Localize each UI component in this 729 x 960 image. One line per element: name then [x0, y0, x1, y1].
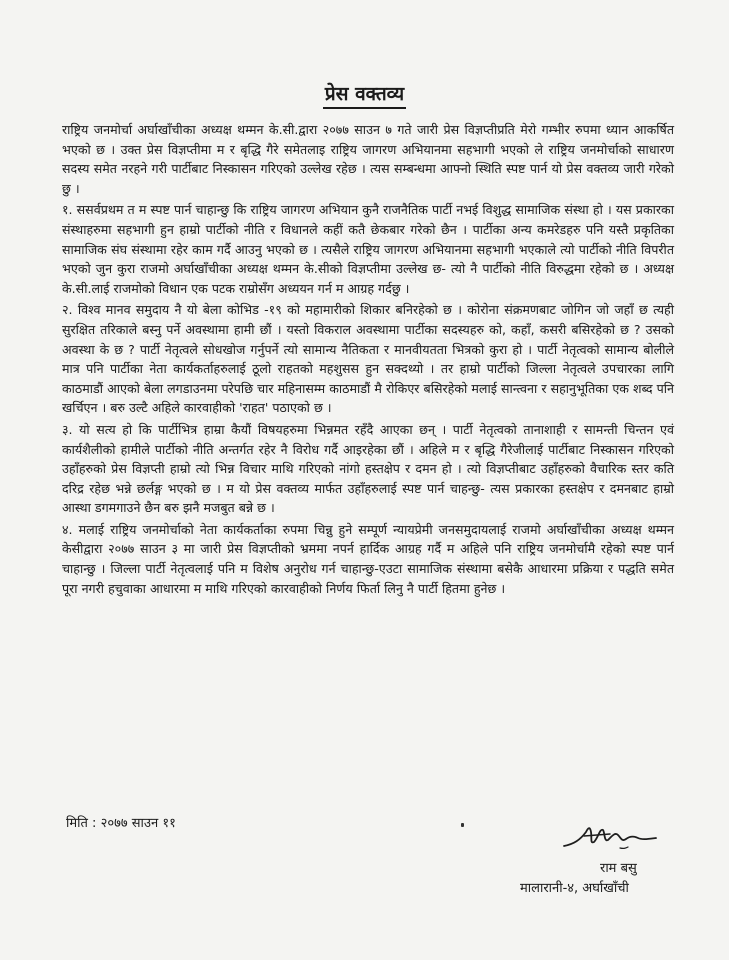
- document-title: [0, 80, 729, 106]
- paragraph-point-4: ४. मलाई राष्ट्रिय जनमोर्चाको नेता कार्यकर्ताका रुपमा चिन्नु हुने सम्पूर्ण न्यायप्रेमी जनसमुदायलाई राजमो अर्घाखाँचीका अध्यक्ष थम्मन केसीद्वारा २०७७ साउन ३ मा जारी प्रेस विज्ञप्तीको भ्रममा नपर्न हार्दिक आग्रह गर्दै म अहिले पनि राष्ट्रिय जनमोर्चामै रहेको स्पष्ट पार्न चाहान्छु । जिल्ला पार्टी नेतृत्वलाई पनि म विशेष अनुरोध गर्न चाहान्छु-एउटा सामाजिक संस्थामा बसेकै आधारमा प्रक्रिया र पद्धति समेत पूरा नगरी हचुवाका आधारमा म माथि गरिएको कारवाहीको निर्णय फिर्ता लिनु नै पार्टी हितमा हुनेछ ।: [62, 521, 674, 596]
- paragraph-point-1: १. ससर्वप्रथम त म स्पष्ट पार्न चाहान्छु कि राष्ट्रिय जागरण अभियान कुनै राजनैतिक पार्टी नभई विशुद्ध सामाजिक संस्था हो । यस प्रकारका संस्थाहरुमा सहभागी हुन हाम्रो पार्टीको नीति र विधानले कहीं कतै छेकबार गरेको छैन । पार्टीका अन्य कमरेडहरु पनि यस्तै प्रकृतिका सामाजिक संघ संस्थामा रहेर काम गर्दै आउनु भएको छ । त्यसैले राष्ट्रिय जागरण अभियानमा सहभागी भएकाले त्यो पार्टीको नीति विपरीत भएको जुन कुरा राजमो अर्घाखाँचीका अध्यक्ष थम्मन के.सीको विज्ञप्तीमा उल्लेख छ- त्यो नै पार्टीको नीति विरुद्धमा रहेको छ । अध्यक्ष के.सी.लाई राजमोको विधान एक पटक राम्रोसँग अध्ययन गर्न म आग्रह गर्दछु ।: [62, 202, 674, 296]
- paragraph-point-2: २. विश्व मानव समुदाय नै यो बेला कोभिड -१९ को महामारीको शिकार बनिरहेको छ । कोरोना संक्रमणबाट जोगिन जो जहाँ छ त्यही सुरक्षित तरिकाले बस्नु पर्ने अवस्थामा हामी छौं । यस्तो विकराल अवस्थामा पार्टीका सदस्यहरु को, कहाँ, कसरी बसिरहेको छ ? उसको अवस्था के छ ? पार्टी नेतृत्वले सोधखोज गर्नुपर्ने त्यो सामान्य नैतिकता र मानवीयतता भित्रको कुरा हो । पार्टी नेतृत्वको सामान्य बोलीले मात्र पनि पार्टीका नेता कार्यकर्ताहरुलाई ठूलो राहतको महशुसस हुन सक्दथ्यो । तर हाम्रो पार्टीको जिल्ला नेतृत्वले उपचारका लागि काठमाडौं आएको बेला लगडाउनमा परेपछि चार महिनासम्म काठमाडौं मै रोकिएर बसिरहेको मलाई सान्त्वना र सहानुभूतिका एक शब्द पनि खर्चिएन । बरु उल्टै अहिले कारवाहीको 'राहत' पठाएको छ ।: [62, 302, 674, 416]
- paragraph-point-3: ३. यो सत्य हो कि पार्टीभित्र हाम्रा कैयौं विषयहरुमा भिन्नमत रहँदै आएका छन् । पार्टी नेतृत्वको तानाशाही र सामन्ती चिन्तन एवं कार्यशैलीको हामीले पार्टीको नीति अन्तर्गत रहेर नै विरोध गर्दै आइरहेका छौं । अहिले म र बृद्धि गैरेजीलाई पार्टीबाट निस्कासन गरिएको उहाँहरुको प्रेस विज्ञप्ती हाम्रो त्यो भिन्न विचार माथि गरिएको नांगो हस्तक्षेप र दमन हो । त्यो विज्ञप्तीबाट उहाँहरुको वैचारिक स्तर कति दरिद्र रहेछ भन्ने छर्लङ्ग भएको छ । म यो प्रेस वक्तव्य मार्फत उहाँहरुलाई स्पष्ट पार्न चाहन्छु- त्यस प्रकारका हस्तक्षेप र दमनबाट हाम्रो आस्था डगमगाउने छैन बरु झनै मजबुत बन्ने छ ।: [62, 421, 674, 516]
- date-line: मिति : २०७७ साउन ११: [66, 816, 176, 831]
- signer-name: राम बसु: [600, 861, 637, 876]
- signer-address: मालारानी-४, अर्घाखाँची: [520, 881, 629, 896]
- document-body: [62, 120, 674, 598]
- paragraph-intro: राष्ट्रिय जनमोर्चा अर्घाखाँचीका अध्यक्ष थम्मन के.सी.द्वारा २०७७ साउन ७ गते जारी प्रेस विज्ञप्तीप्रति मेरो गम्भीर रुपमा ध्यान आकर्षित भएको छ । उक्त प्रेस विज्ञप्तीमा म र बृद्धि गैरे समेतलाइ राष्ट्रिय जागरण अभियानमा सहभागी भएको ले राष्ट्रिय जनमोर्चाको साधारण सदस्य समेत नरहने गरी पार्टीबाट निस्कासन गरिएको उल्लेख रहेछ । त्यस सम्बन्धमा आफ्नो स्थिति स्पष्ट पार्न यो प्रेस वक्तव्य जारी गरेको छु ।: [62, 122, 674, 196]
- handwritten-signature: [560, 818, 670, 858]
- document-title-text: प्रेस वक्तव्य: [323, 83, 406, 109]
- stray-mark: [461, 823, 464, 827]
